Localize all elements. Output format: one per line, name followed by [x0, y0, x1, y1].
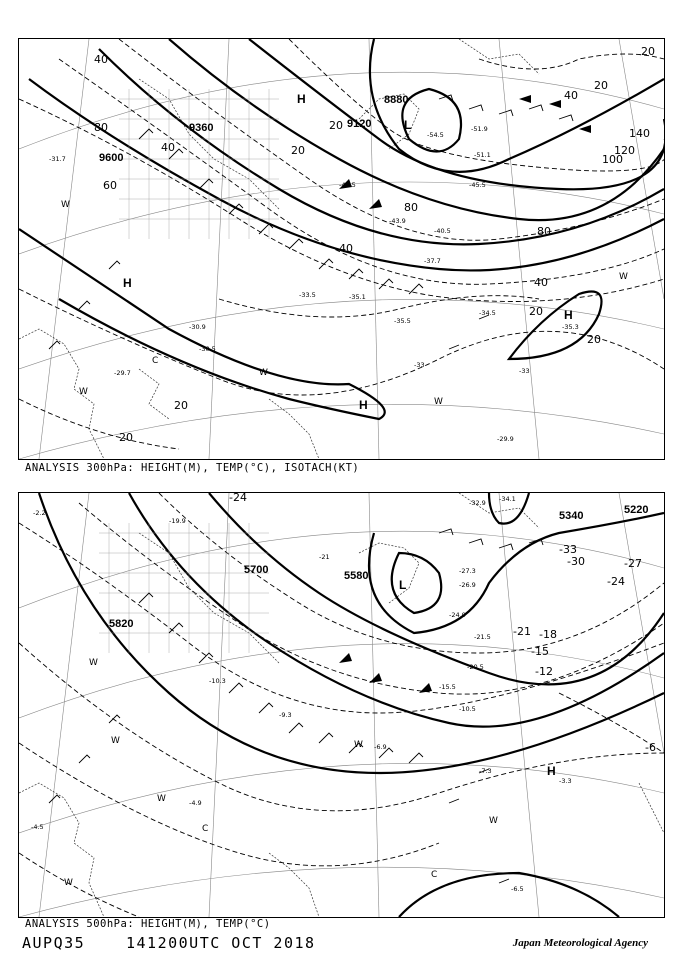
isotach-label: 80 [94, 121, 108, 134]
temp-label: -10.5 [459, 705, 476, 713]
height-label: 5580 [344, 570, 369, 582]
temp-label: -47.5 [339, 181, 356, 189]
temp-label: -29.9 [497, 435, 514, 443]
temp-label: -51.9 [471, 125, 488, 133]
temp-label: -6.5 [511, 885, 524, 893]
temp-label: -33 [414, 361, 425, 369]
isotherm-label: -27 [624, 557, 642, 570]
temp-label: -21 [319, 553, 330, 561]
temp-label: -32.9 [469, 499, 486, 507]
region-mark: W [79, 387, 88, 397]
temp-label: -4.9 [189, 799, 202, 807]
isotach-label: 40 [161, 141, 175, 154]
temp-label: -34.5 [479, 309, 496, 317]
map-panel-500hpa [18, 492, 665, 918]
panel-caption-500hpa: ANALYSIS 500hPa: HEIGHT(M), TEMP(°C) [25, 918, 271, 930]
temp-label: -26.9 [459, 581, 476, 589]
pressure-center-high: H [297, 92, 306, 106]
region-mark: W [354, 740, 363, 750]
isotach-label: 20 [594, 79, 608, 92]
grid-stipple [99, 523, 269, 653]
temp-label: -31.7 [49, 155, 66, 163]
height-label: 9120 [347, 118, 372, 130]
pressure-center-low: L [399, 578, 407, 592]
pressure-center-high: H [564, 308, 573, 322]
isotach-label: 40 [534, 276, 548, 289]
region-mark: C [152, 356, 159, 366]
region-mark: W [111, 736, 120, 746]
temp-label: -35.3 [562, 323, 579, 331]
region-mark: W [259, 368, 268, 378]
isotach-label: 20 [174, 399, 188, 412]
temp-label: -29.7 [114, 369, 131, 377]
valid-time: 141200UTC OCT 2018 [126, 934, 316, 952]
temp-label: -30.9 [189, 323, 206, 331]
pressure-center-high: H [547, 764, 556, 778]
isotach-label: 20 [329, 119, 343, 132]
isotach-label: 40 [564, 89, 578, 102]
temp-label: -27.3 [459, 567, 476, 575]
isotherm-label: -6 [645, 741, 656, 754]
isotach-label: 20 [529, 305, 543, 318]
region-mark: W [157, 794, 166, 804]
temp-label: -40.5 [434, 227, 451, 235]
temp-label: -35.5 [394, 317, 411, 325]
temp-label: -33.5 [299, 291, 316, 299]
height-label: 5220 [624, 504, 649, 516]
isotach-label: 20 [587, 333, 601, 346]
isotach-label: 100 [602, 153, 623, 166]
region-mark: W [489, 816, 498, 826]
temp-label: -20.5 [467, 663, 484, 671]
isotach-label: 20 [119, 431, 133, 444]
isotherm-label: -33 [559, 543, 577, 556]
map-panel-300hpa [18, 38, 665, 460]
temp-label: -35.1 [349, 293, 366, 301]
isotach-label: 40 [339, 242, 353, 255]
region-mark: C [202, 824, 209, 834]
panel-caption-300hpa: ANALYSIS 300hPa: HEIGHT(M), TEMP(°C), ISOTACH(KT) [25, 462, 360, 474]
temp-label: -51.1 [474, 151, 491, 159]
isotherm-label: -15 [531, 645, 549, 658]
temp-label: -30.5 [199, 345, 216, 353]
region-mark: C [431, 870, 438, 880]
pressure-center-low: L [404, 118, 412, 132]
height-label: 9600 [99, 152, 124, 164]
isotherm-label: -12 [535, 665, 553, 678]
isotach-label: 80 [404, 201, 418, 214]
map-500hpa-canvas [19, 493, 664, 917]
isotherm-label: -21 [513, 625, 531, 638]
temp-label: -54.5 [427, 131, 444, 139]
temp-label: -2.2 [33, 509, 46, 517]
region-mark: W [64, 878, 73, 888]
temp-label: -43.9 [389, 217, 406, 225]
region-mark: W [89, 658, 98, 668]
height-label: 5820 [109, 618, 134, 630]
temp-label: -15.5 [439, 683, 456, 691]
isotach-label: 20 [291, 144, 305, 157]
temp-label: -21.5 [474, 633, 491, 641]
isotach-label: 20 [641, 45, 655, 58]
region-mark: W [61, 200, 70, 210]
agency-credit: Japan Meteorological Agency [512, 937, 648, 949]
temp-label: -7.3 [479, 767, 492, 775]
isotach-label: 140 [629, 127, 650, 140]
temp-label: -9.3 [279, 711, 292, 719]
isotach-label: 120 [614, 144, 635, 157]
temp-label: -3.3 [559, 777, 572, 785]
temp-label: -45.5 [469, 181, 486, 189]
isotherm-label: -24 [607, 575, 625, 588]
temp-label: -33 [519, 367, 530, 375]
temp-label: -34.1 [499, 495, 516, 503]
height-label: 5700 [244, 564, 269, 576]
isotach-label: 60 [103, 179, 117, 192]
pressure-center-high: H [359, 398, 368, 412]
wind-flags [339, 653, 432, 693]
temp-label: -19.9 [169, 517, 186, 525]
isotherm-label: -24 [229, 493, 247, 504]
height-label: 8880 [384, 94, 409, 106]
temp-label: -4.5 [31, 823, 44, 831]
temp-label: -10.3 [209, 677, 226, 685]
height-label: 9360 [189, 122, 214, 134]
temp-label: -37.7 [424, 257, 441, 265]
pressure-center-high: H [123, 276, 132, 290]
height-label: 5340 [559, 510, 584, 522]
region-mark: W [619, 272, 628, 282]
region-mark: W [434, 397, 443, 407]
isotherm-label: -18 [539, 628, 557, 641]
isotach-label: 40 [94, 53, 108, 66]
temp-label: -24.0 [449, 611, 466, 619]
map-300hpa-canvas [19, 39, 664, 459]
temp-label: -6.9 [374, 743, 387, 751]
isotach-label: 80 [537, 225, 551, 238]
product-code: AUPQ35 [22, 934, 86, 952]
isotherm-label: -30 [567, 555, 585, 568]
